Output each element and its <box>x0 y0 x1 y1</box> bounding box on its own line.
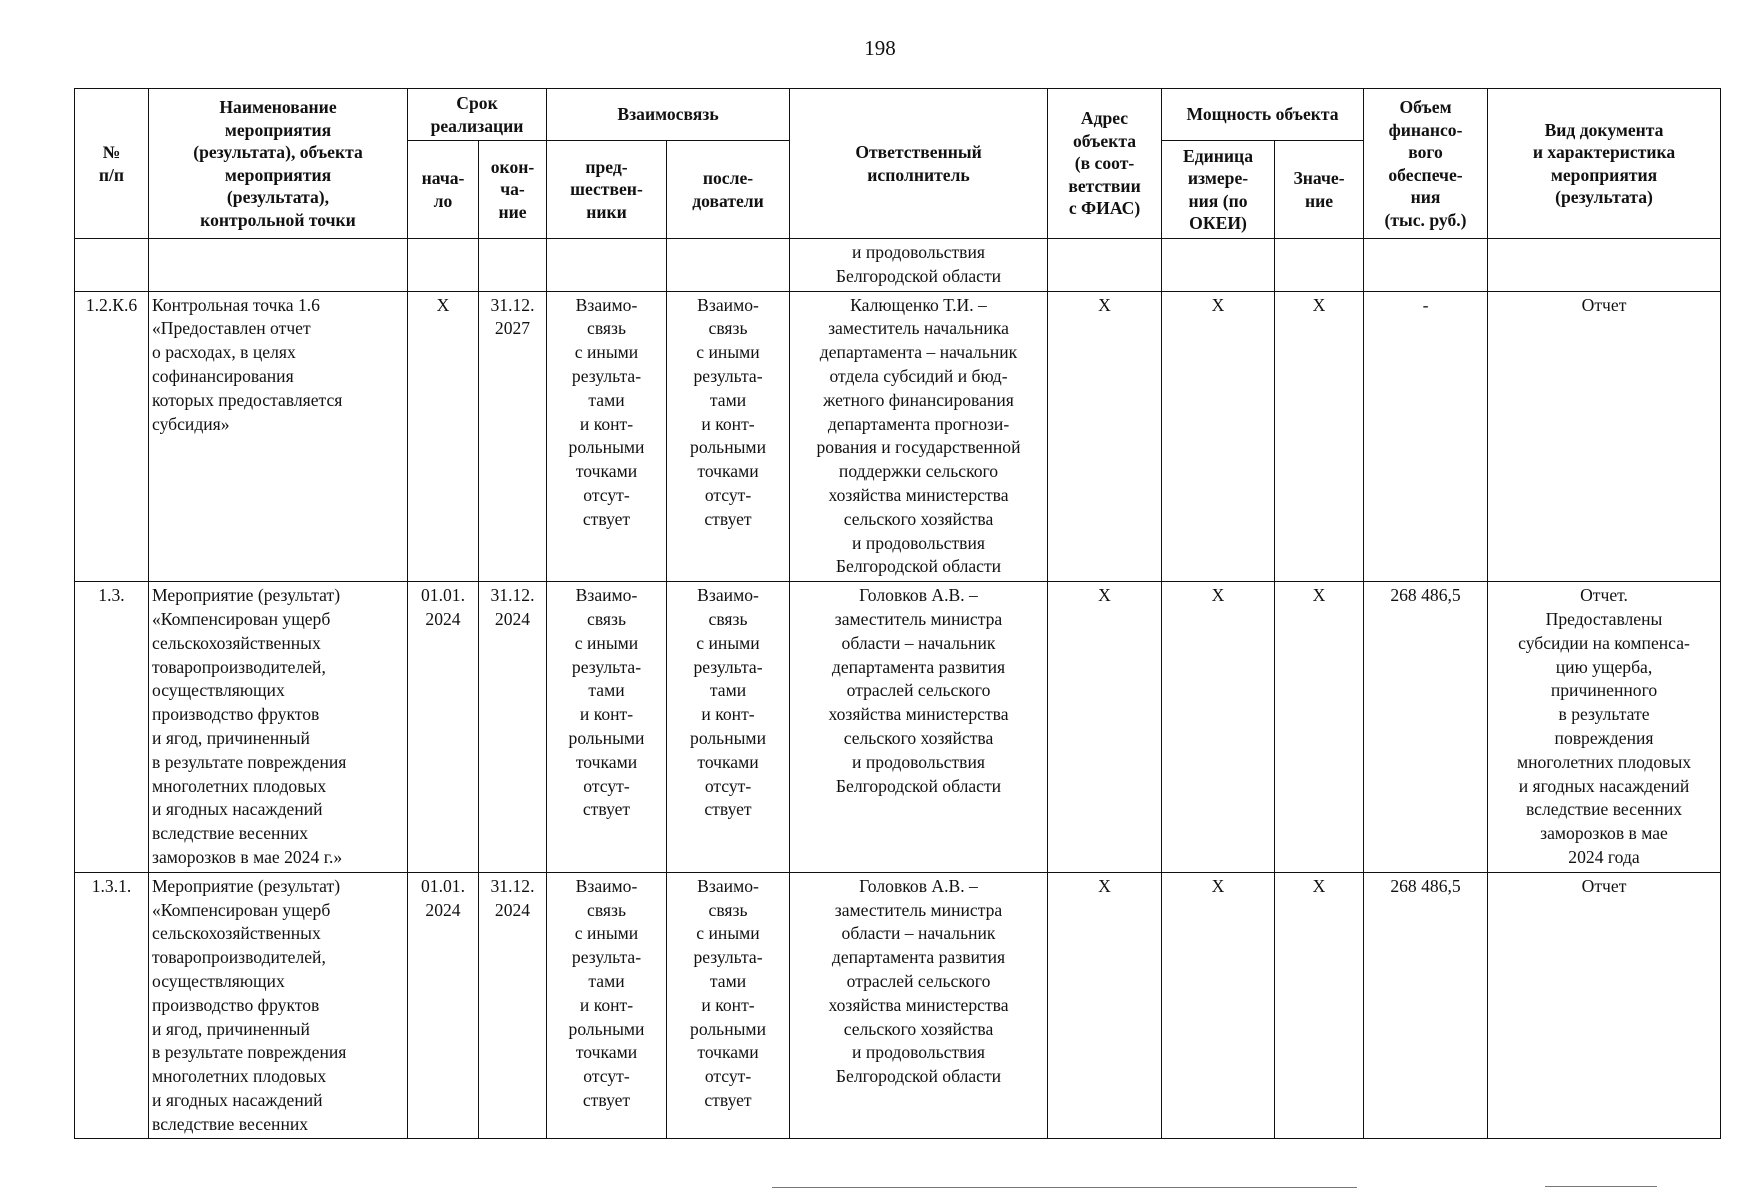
row-doc-type: Отчет. Предоставлены субсидии на компенса- цию ущерба, причиненного в результате повреждения многолетних плодовых и ягодных насаждений вследствие весенних заморозков в мае 2024 года <box>1488 582 1721 873</box>
header-term-end: окон- ча- ние <box>479 141 547 239</box>
row-name: Мероприятие (результат) «Компенсирован ущерб сельскохозяйственных товаропроизводителей, осуществляющих производство фруктов и ягод, причиненный в результате повреждения многолетних плодовых и ягодных насаждений вследствие весенних заморозков в мае 2024 г.» <box>149 582 408 873</box>
row-address: X <box>1048 872 1162 1139</box>
header-term-start: нача- ло <box>408 141 479 239</box>
header-term: Срок реализации <box>408 89 547 141</box>
row-successors: Взаимо- связь с иными результа- тами и конт- рольными точками отсут- ствует <box>667 291 790 582</box>
row-predecessors: Взаимо- связь с иными результа- тами и конт- рольными точками отсут- ствует <box>547 872 667 1139</box>
row-funding: - <box>1364 291 1488 582</box>
row-value: X <box>1275 582 1364 873</box>
row-value: X <box>1275 872 1364 1139</box>
row-end: 31.12. 2024 <box>479 872 547 1139</box>
header-predecessors: пред- шествен- ники <box>547 141 667 239</box>
row-start: 01.01. 2024 <box>408 582 479 873</box>
table-row <box>75 582 1721 873</box>
header-unit: Единица измере- ния (по ОКЕИ) <box>1162 141 1275 239</box>
row-unit: X <box>1162 872 1275 1139</box>
row-doc-type: Отчет <box>1488 872 1721 1139</box>
header-name: Наименование мероприятия (результата), объекта мероприятия (результата), контрольной точки <box>149 89 408 239</box>
row-doc-type: Отчет <box>1488 291 1721 582</box>
row-name: Контрольная точка 1.6 «Предоставлен отчет о расходах, в целях софинансирования которых предоставляется субсидия» <box>149 291 408 582</box>
row-predecessors: Взаимо- связь с иными результа- тами и конт- рольными точками отсут- ствует <box>547 291 667 582</box>
row-successors: Взаимо- связь с иными результа- тами и конт- рольными точками отсут- ствует <box>667 872 790 1139</box>
row-funding: 268 486,5 <box>1364 582 1488 873</box>
row-address: X <box>1048 582 1162 873</box>
row-address: X <box>1048 291 1162 582</box>
row-executor: Головков А.В. – заместитель министра области – начальник департамента развития отраслей сельского хозяйства министерства сельского хозяйства и продовольствия Белгородской области <box>790 872 1048 1139</box>
header-doc-type: Вид документа и характеристика мероприятия (результата) <box>1488 89 1721 239</box>
page-number: 198 <box>864 36 896 60</box>
row-num: 1.3.1. <box>75 872 149 1139</box>
row-num: 1.2.К.6 <box>75 291 149 582</box>
row-end: 31.12. 2027 <box>479 291 547 582</box>
row-start: 01.01. 2024 <box>408 872 479 1139</box>
row-executor: Калющенко Т.И. – заместитель начальника департамента – начальник отдела субсидий и бюд- жетного финансирования департамента прогнози- рования и государственной поддержки сельского хозяйства министерства сельского хозяйства и продовольствия Белгородской области <box>790 291 1048 582</box>
table-row <box>75 291 1721 582</box>
row-successors: Взаимо- связь с иными результа- тами и конт- рольными точками отсут- ствует <box>667 582 790 873</box>
row-value: X <box>1275 291 1364 582</box>
table-row <box>75 872 1721 1139</box>
continuation-executor: и продовольствия Белгородской области <box>790 239 1048 292</box>
row-executor: Головков А.В. – заместитель министра области – начальник департамента развития отраслей сельского хозяйства министерства сельского хозяйства и продовольствия Белгородской области <box>790 582 1048 873</box>
header-relation: Взаимосвязь <box>547 89 790 141</box>
row-funding: 268 486,5 <box>1364 872 1488 1139</box>
header-successors: после- дователи <box>667 141 790 239</box>
footer-rule <box>1545 1186 1657 1187</box>
row-predecessors: Взаимо- связь с иными результа- тами и конт- рольными точками отсут- ствует <box>547 582 667 873</box>
row-unit: X <box>1162 582 1275 873</box>
continuation-row <box>75 239 1721 292</box>
row-num: 1.3. <box>75 582 149 873</box>
row-unit: X <box>1162 291 1275 582</box>
header-value: Значе- ние <box>1275 141 1364 239</box>
header-capacity: Мощность объекта <box>1162 89 1364 141</box>
header-executor: Ответственный исполнитель <box>790 89 1048 239</box>
footer-rule <box>772 1187 1357 1188</box>
row-end: 31.12. 2024 <box>479 582 547 873</box>
header-num: № п/п <box>75 89 149 239</box>
header-funding: Объем финансо- вого обеспече- ния (тыс. руб.) <box>1364 89 1488 239</box>
row-name: Мероприятие (результат) «Компенсирован ущерб сельскохозяйственных товаропроизводителей, осуществляющих производство фруктов и ягод, причиненный в результате повреждения многолетних плодовых и ягодных насаждений вследствие весенних <box>149 872 408 1139</box>
header-address: Адрес объекта (в соот- ветствии с ФИАС) <box>1048 89 1162 239</box>
row-start: X <box>408 291 479 582</box>
activities-table <box>74 88 1721 1139</box>
